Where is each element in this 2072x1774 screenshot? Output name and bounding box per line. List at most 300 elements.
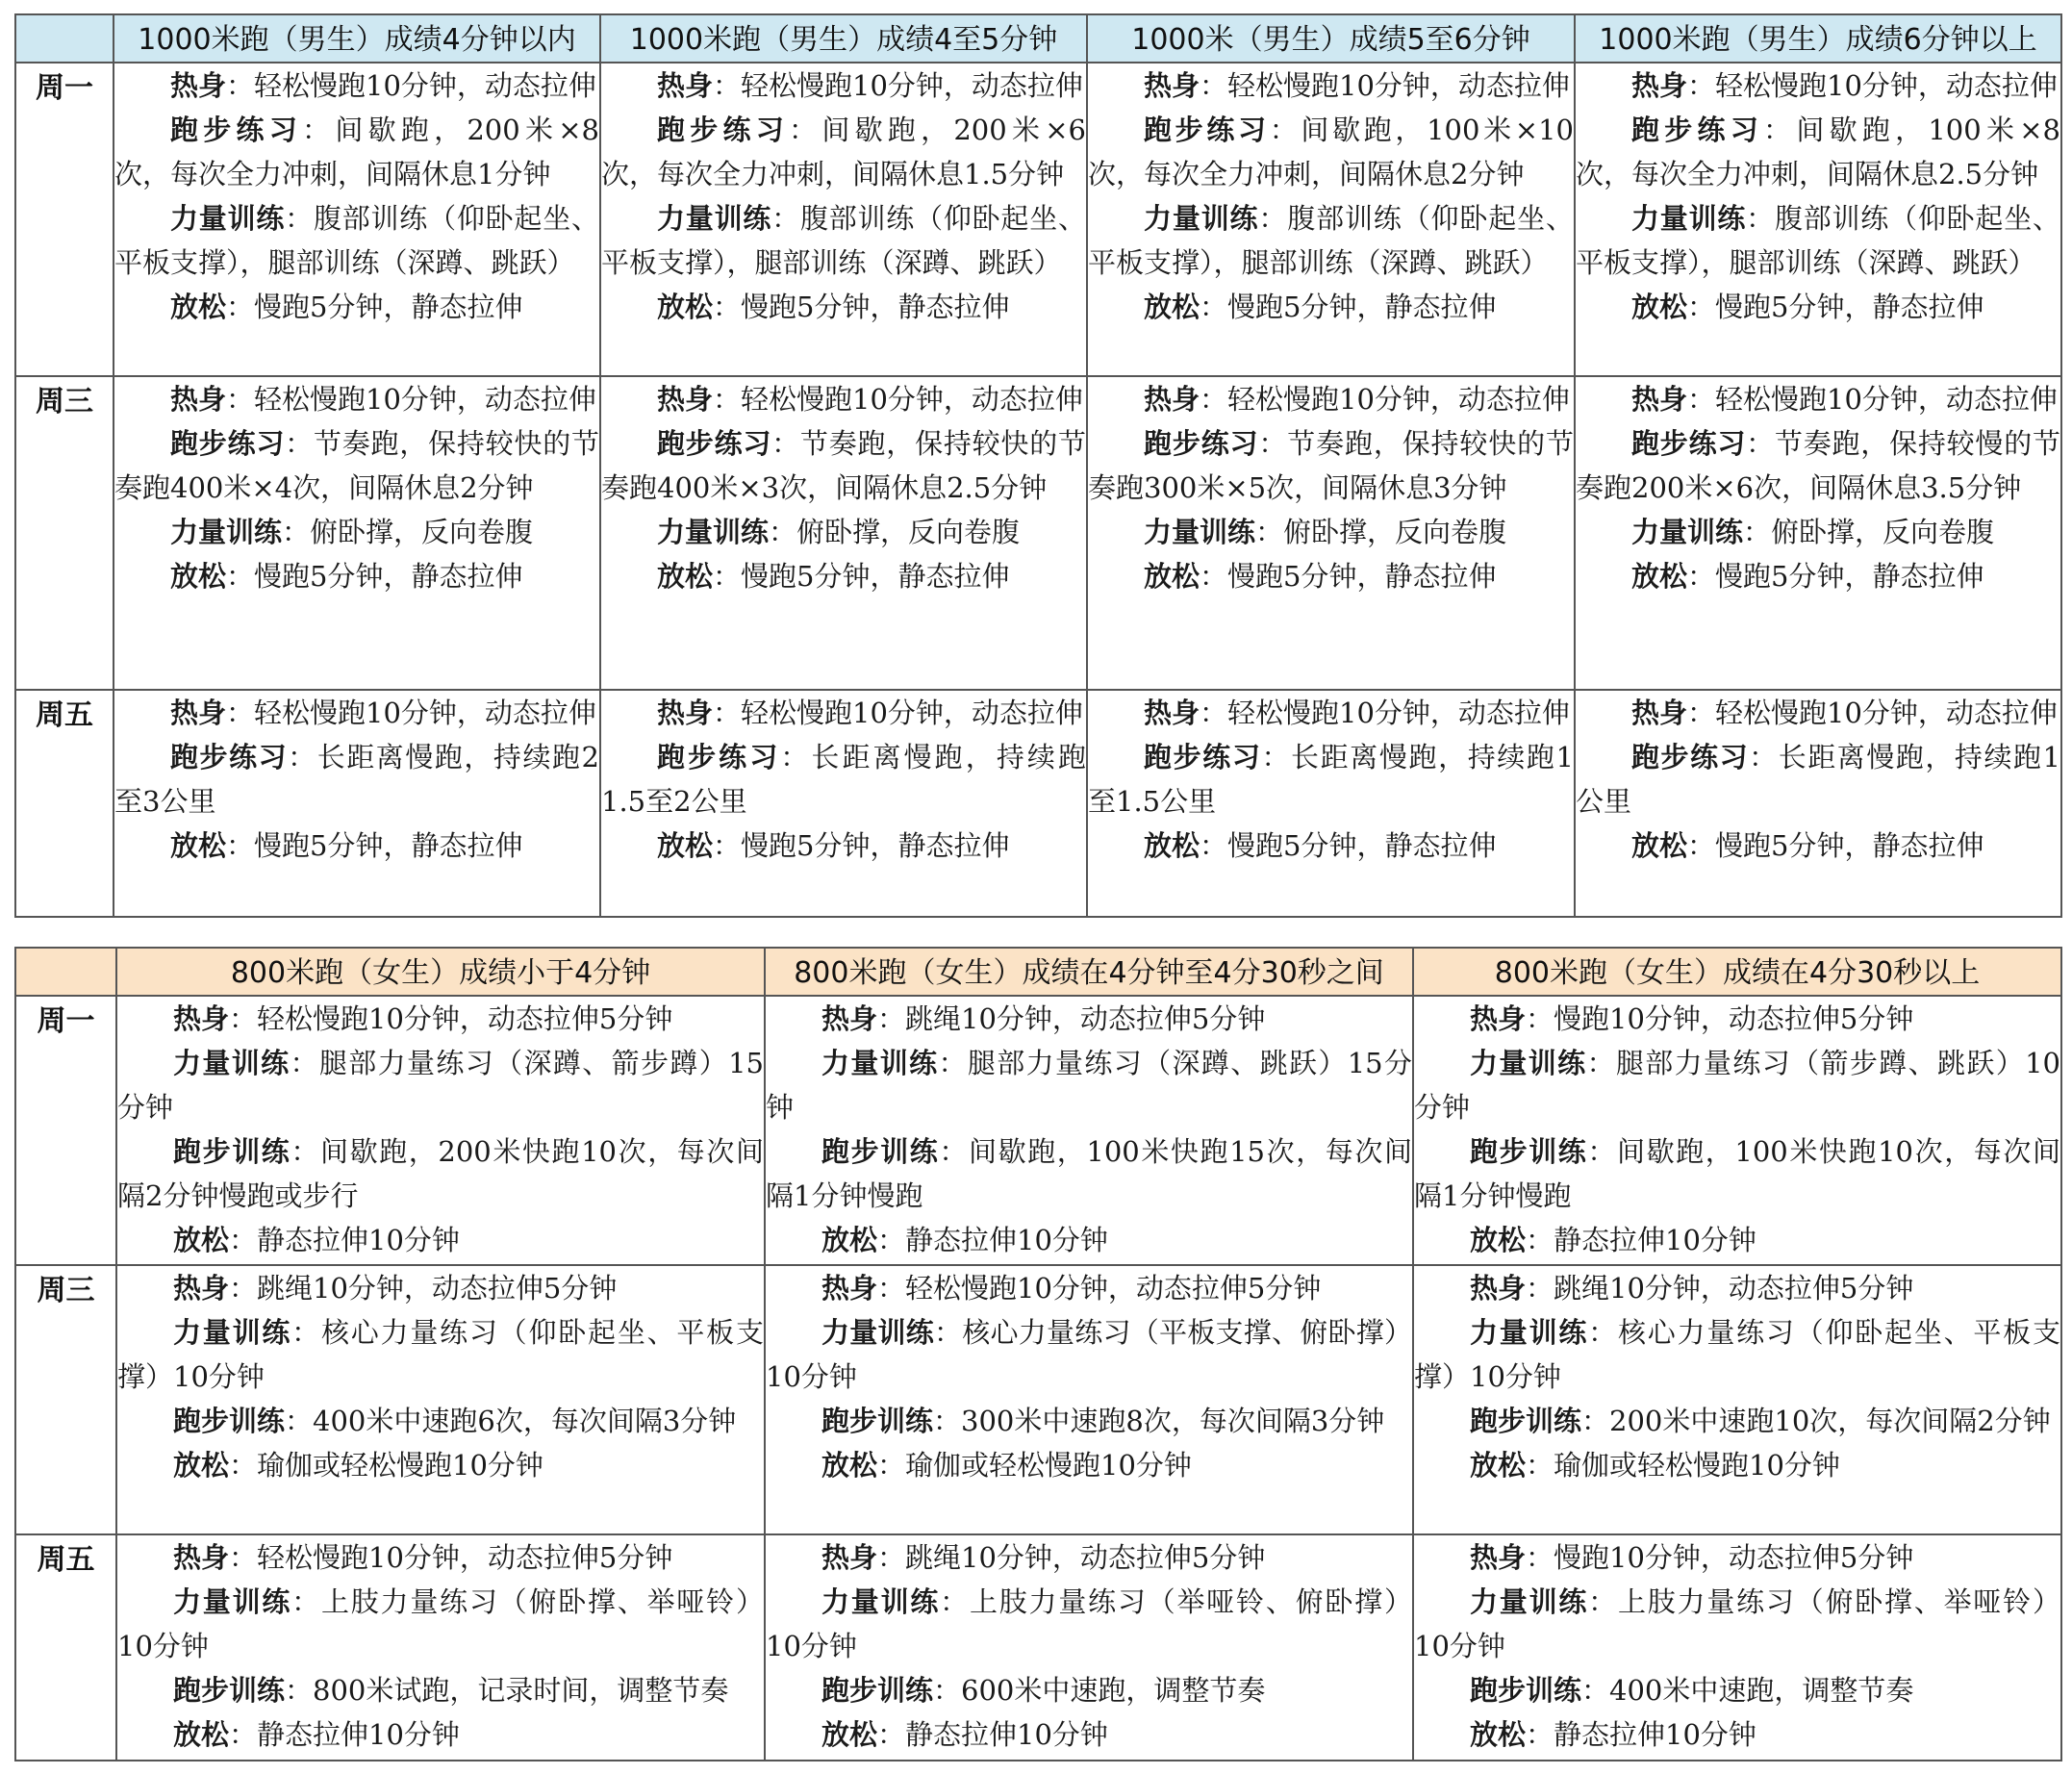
label-separator: ：	[1258, 427, 1288, 460]
label-separator: ：	[285, 1405, 314, 1437]
plan-item	[117, 1129, 764, 1218]
day-label: 周一	[15, 996, 116, 1265]
plan-item-label: 放松	[170, 829, 227, 862]
plan-item-label: 力量训练	[173, 1316, 292, 1349]
label-separator: ：	[285, 427, 314, 460]
plan-item	[114, 691, 599, 735]
plan-item-text: 慢跑10分钟，动态拉伸5分钟	[1554, 1541, 1914, 1574]
plan-item-text: 轻松慢跑10分钟，动态拉伸	[1227, 697, 1570, 729]
plan-item-label: 力量训练	[657, 516, 770, 548]
plan-item-text: 慢跑5分钟，静态拉伸	[741, 291, 1010, 323]
label-separator: ：	[713, 383, 742, 416]
label-separator: ：	[771, 202, 800, 235]
women-800m-training-table	[14, 947, 2062, 1761]
label-separator: ：	[302, 114, 336, 146]
plan-item-label: 跑步练习	[1631, 427, 1747, 460]
plan-item	[601, 554, 1086, 598]
plan-item-label: 热身	[1631, 383, 1688, 416]
label-separator: ：	[226, 560, 255, 593]
plan-cell	[114, 63, 600, 376]
plan-item	[1576, 691, 2060, 735]
plan-item-text: 腿部力量练习（箭步蹲、跳跃）10分钟	[1414, 1047, 2060, 1124]
label-separator: ：	[1526, 1002, 1554, 1035]
plan-item	[766, 1580, 1412, 1668]
plan-item	[1576, 421, 2060, 510]
plan-item-label: 热身	[657, 69, 714, 102]
label-separator: ：	[1687, 69, 1716, 102]
plan-item	[1576, 285, 2060, 329]
plan-item-label: 力量训练	[173, 1047, 291, 1079]
plan-item-label: 热身	[1144, 697, 1200, 729]
plan-item	[117, 1712, 764, 1757]
plan-item	[1088, 63, 1574, 108]
plan-cell	[600, 63, 1087, 376]
plan-item-label: 跑步练习	[1144, 427, 1259, 460]
column-header: 1000米跑（男生）成绩4分钟以内	[114, 14, 600, 63]
label-separator: ：	[713, 829, 742, 862]
plan-item-label: 放松	[1144, 291, 1200, 323]
label-separator: ：	[1581, 1405, 1610, 1437]
plan-item-label: 放松	[170, 291, 227, 323]
corner-cell	[15, 948, 116, 996]
plan-item-label: 跑步练习	[657, 114, 790, 146]
plan-item-label: 跑步练习	[1631, 114, 1764, 146]
plan-item-text: 长距离慢跑，持续跑2至3公里	[114, 741, 599, 818]
label-separator: ：	[285, 1674, 314, 1707]
day-label: 周三	[15, 1265, 116, 1534]
label-separator: ：	[1749, 741, 1779, 773]
plan-item-text: 静态拉伸10分钟	[1554, 1718, 1756, 1751]
plan-item-text: 慢跑10分钟，动态拉伸5分钟	[1554, 1002, 1914, 1035]
plan-item-text: 核心力量练习（仰卧起坐、平板支撑）10分钟	[117, 1316, 764, 1393]
label-separator: ：	[713, 560, 742, 593]
label-separator: ：	[1200, 291, 1228, 323]
plan-item	[114, 554, 599, 598]
plan-item	[117, 1443, 764, 1487]
plan-item-label: 热身	[821, 1002, 878, 1035]
label-separator: ：	[713, 69, 742, 102]
plan-item-label: 放松	[821, 1224, 878, 1256]
label-separator: ：	[877, 1541, 906, 1574]
plan-item-text: 瑜伽或轻松慢跑10分钟	[1554, 1449, 1840, 1482]
plan-item-label: 热身	[1631, 69, 1688, 102]
plan-item-text: 间歇跑，100米×10次，每次全力冲刺，间隔休息2分钟	[1088, 114, 1574, 190]
plan-item-text: 腹部训练（仰卧起坐、平板支撑），腿部训练（深蹲、跳跃）	[601, 202, 1086, 279]
label-separator: ：	[938, 1047, 968, 1079]
label-separator: ：	[226, 829, 255, 862]
plan-item-text: 静态拉伸10分钟	[1554, 1224, 1756, 1256]
plan-item	[601, 691, 1086, 735]
plan-item	[1414, 1712, 2060, 1757]
plan-item	[114, 285, 599, 329]
plan-item	[601, 285, 1086, 329]
plan-item	[766, 1668, 1412, 1712]
label-separator: ：	[291, 1135, 320, 1168]
plan-item-label: 跑步练习	[657, 427, 772, 460]
plan-cell	[116, 1265, 765, 1534]
plan-item	[1414, 1399, 2060, 1443]
plan-item-label: 力量训练	[1470, 1047, 1587, 1079]
plan-cell	[1413, 1265, 2061, 1534]
label-separator: ：	[229, 1272, 258, 1305]
label-separator: ：	[1200, 383, 1228, 416]
plan-item-label: 力量训练	[821, 1316, 934, 1349]
label-separator: ：	[1526, 1224, 1554, 1256]
column-header: 1000米跑（男生）成绩4至5分钟	[600, 14, 1087, 63]
plan-item	[1088, 377, 1574, 421]
label-separator: ：	[1687, 829, 1716, 862]
plan-item-text: 轻松慢跑10分钟，动态拉伸	[741, 69, 1083, 102]
plan-item-label: 跑步训练	[821, 1135, 940, 1168]
label-separator: ：	[1526, 1449, 1554, 1482]
plan-item-label: 跑步训练	[1470, 1135, 1588, 1168]
label-separator: ：	[789, 114, 822, 146]
plan-item-text: 核心力量练习（平板支撑、俯卧撑）10分钟	[766, 1316, 1412, 1393]
plan-item	[114, 421, 599, 510]
plan-cell	[1413, 1534, 2061, 1761]
plan-item-label: 放松	[173, 1718, 230, 1751]
plan-item-text: 400米中速跑，调整节奏	[1609, 1674, 1914, 1707]
plan-item	[1414, 1580, 2060, 1668]
plan-item-label: 热身	[170, 697, 227, 729]
plan-item-label: 力量训练	[1144, 202, 1259, 235]
plan-item-label: 放松	[1144, 829, 1200, 862]
label-separator: ：	[1269, 114, 1301, 146]
plan-item-text: 跳绳10分钟，动态拉伸5分钟	[257, 1272, 618, 1305]
plan-item	[1414, 1443, 2060, 1487]
plan-item-label: 力量训练	[1631, 202, 1747, 235]
plan-item-text: 俯卧撑，反向卷腹	[796, 516, 1021, 548]
label-separator: ：	[780, 741, 812, 773]
label-separator: ：	[933, 1405, 962, 1437]
plan-item-text: 慢跑5分钟，静态拉伸	[254, 291, 523, 323]
plan-item	[114, 196, 599, 285]
plan-item-text: 300米中速跑8次，每次间隔3分钟	[961, 1405, 1385, 1437]
plan-item	[766, 1443, 1412, 1487]
plan-item-text: 间歇跑，200米×8次，每次全力冲刺，间隔休息1分钟	[114, 114, 599, 190]
plan-item-label: 热身	[173, 1272, 230, 1305]
plan-item-text: 上肢力量练习（举哑铃、俯卧撑）10分钟	[766, 1585, 1412, 1662]
plan-item	[601, 377, 1086, 421]
plan-item	[114, 824, 599, 868]
label-separator: ：	[1200, 69, 1228, 102]
plan-item-label: 放松	[1631, 829, 1688, 862]
plan-item	[114, 108, 599, 196]
plan-item-text: 慢跑5分钟，静态拉伸	[1715, 829, 1984, 862]
plan-item	[1576, 196, 2060, 285]
plan-item-text: 跳绳10分钟，动态拉伸5分钟	[905, 1541, 1266, 1574]
label-separator: ：	[769, 516, 797, 548]
women-row-friday	[15, 1534, 2061, 1761]
label-separator: ：	[1687, 291, 1716, 323]
plan-item-label: 跑步练习	[1631, 741, 1750, 773]
plan-item	[601, 196, 1086, 285]
plan-item-text: 轻松慢跑10分钟，动态拉伸	[741, 697, 1083, 729]
label-separator: ：	[291, 1585, 321, 1618]
plan-cell	[600, 690, 1087, 917]
women-row-wednesday	[15, 1265, 2061, 1534]
label-separator: ：	[933, 1674, 962, 1707]
plan-item-label: 力量训练	[1144, 516, 1256, 548]
plan-item	[601, 63, 1086, 108]
plan-item-text: 慢跑5分钟，静态拉伸	[741, 829, 1010, 862]
plan-item	[601, 824, 1086, 868]
plan-item	[1088, 108, 1574, 196]
plan-item-text: 800米试跑，记录时间，调整节奏	[313, 1674, 729, 1707]
women-header-row	[15, 948, 2061, 996]
plan-cell	[1087, 63, 1575, 376]
plan-cell	[1087, 690, 1575, 917]
label-separator: ：	[288, 741, 317, 773]
label-separator: ：	[1746, 427, 1775, 460]
label-separator: ：	[1587, 1135, 1617, 1168]
plan-item-text: 静态拉伸10分钟	[905, 1224, 1108, 1256]
plan-item-text: 轻松慢跑10分钟，动态拉伸	[1715, 383, 2058, 416]
plan-item	[766, 1266, 1412, 1310]
plan-item-label: 跑步练习	[170, 427, 286, 460]
label-separator: ：	[1588, 1316, 1618, 1349]
plan-item-text: 俯卧撑，反向卷腹	[310, 516, 534, 548]
plan-item-text: 长距离慢跑，持续跑1.5至2公里	[601, 741, 1086, 818]
plan-cell	[1575, 690, 2061, 917]
plan-item-label: 热身	[173, 1002, 230, 1035]
plan-cell	[114, 690, 600, 917]
plan-item	[117, 1668, 764, 1712]
label-separator: ：	[291, 1316, 321, 1349]
plan-item	[1088, 824, 1574, 868]
label-separator: ：	[229, 1718, 258, 1751]
plan-item	[601, 510, 1086, 554]
plan-item-text: 瑜伽或轻松慢跑10分钟	[257, 1449, 543, 1482]
plan-item-label: 力量训练	[821, 1585, 941, 1618]
label-separator: ：	[229, 1002, 258, 1035]
plan-item	[1088, 285, 1574, 329]
label-separator: ：	[1687, 383, 1716, 416]
plan-item-label: 放松	[657, 560, 714, 593]
label-separator: ：	[1586, 1047, 1616, 1079]
plan-item	[1414, 1535, 2060, 1580]
plan-item-label: 跑步练习	[1144, 741, 1262, 773]
plan-item-label: 放松	[657, 829, 714, 862]
label-separator: ：	[1743, 516, 1772, 548]
plan-item-label: 热身	[170, 69, 227, 102]
plan-item	[114, 377, 599, 421]
label-separator: ：	[1763, 114, 1797, 146]
plan-item-label: 热身	[1631, 697, 1688, 729]
label-separator: ：	[877, 1718, 906, 1751]
plan-item-text: 静态拉伸10分钟	[257, 1718, 460, 1751]
label-separator: ：	[1581, 1674, 1610, 1707]
plan-item-text: 慢跑5分钟，静态拉伸	[1715, 560, 1984, 593]
plan-cell	[1575, 376, 2061, 690]
plan-item-label: 力量训练	[821, 1047, 939, 1079]
plan-item-text: 长距离慢跑，持续跑1至1.5公里	[1088, 741, 1574, 818]
plan-item-label: 热身	[1144, 383, 1200, 416]
corner-cell	[15, 14, 114, 63]
plan-item	[1576, 377, 2060, 421]
plan-item	[1414, 1310, 2060, 1399]
plan-item	[1576, 824, 2060, 868]
plan-item-label: 跑步练习	[1144, 114, 1270, 146]
plan-cell	[765, 996, 1413, 1265]
plan-item	[114, 735, 599, 824]
plan-item-text: 间歇跑，100米快跑10次，每次间隔1分钟慢跑	[1414, 1135, 2060, 1212]
plan-item-text: 长距离慢跑，持续跑1公里	[1576, 741, 2060, 818]
plan-item	[766, 1535, 1412, 1580]
plan-item-label: 跑步训练	[821, 1405, 934, 1437]
plan-item-text: 200米中速跑10次，每次间隔2分钟	[1609, 1405, 2051, 1437]
plan-item	[1414, 997, 2060, 1041]
plan-item-text: 轻松慢跑10分钟，动态拉伸	[254, 697, 596, 729]
plan-item	[1576, 510, 2060, 554]
plan-item-text: 600米中速跑，调整节奏	[961, 1674, 1266, 1707]
plan-item-text: 静态拉伸10分钟	[905, 1718, 1108, 1751]
label-separator: ：	[771, 427, 800, 460]
plan-item	[1576, 63, 2060, 108]
label-separator: ：	[1261, 741, 1292, 773]
plan-item-label: 放松	[821, 1718, 878, 1751]
plan-item-text: 腿部力量练习（深蹲、跳跃）15分钟	[766, 1047, 1412, 1124]
plan-item-text: 轻松慢跑10分钟，动态拉伸5分钟	[257, 1002, 673, 1035]
label-separator: ：	[934, 1316, 963, 1349]
plan-item-label: 放松	[173, 1224, 230, 1256]
plan-item-text: 间歇跑，100米快跑15次，每次间隔1分钟慢跑	[766, 1135, 1412, 1212]
plan-item-label: 跑步练习	[170, 114, 303, 146]
label-separator: ：	[1526, 1272, 1554, 1305]
plan-item-label: 力量训练	[173, 1585, 292, 1618]
men-header-row	[15, 14, 2061, 63]
plan-item	[114, 510, 599, 554]
plan-cell	[116, 1534, 765, 1761]
label-separator: ：	[877, 1002, 906, 1035]
label-separator: ：	[229, 1224, 258, 1256]
plan-cell	[600, 376, 1087, 690]
plan-item-text: 慢跑5分钟，静态拉伸	[1715, 291, 1984, 323]
label-separator: ：	[1200, 829, 1228, 862]
plan-item-label: 热身	[173, 1541, 230, 1574]
plan-item-label: 放松	[173, 1449, 230, 1482]
plan-item	[1576, 554, 2060, 598]
label-separator: ：	[940, 1585, 970, 1618]
plan-cell	[114, 376, 600, 690]
label-separator: ：	[282, 516, 311, 548]
plan-item-text: 节奏跑，保持较慢的节奏跑200米×6次，间隔休息3.5分钟	[1576, 427, 2060, 504]
plan-item-label: 跑步训练	[1470, 1674, 1582, 1707]
column-header: 800米跑（女生）成绩在4分30秒以上	[1413, 948, 2061, 996]
women-row-monday	[15, 996, 2061, 1265]
plan-item-text: 慢跑5分钟，静态拉伸	[254, 829, 523, 862]
plan-item	[766, 997, 1412, 1041]
plan-item	[1414, 1129, 2060, 1218]
plan-item	[1414, 1041, 2060, 1129]
plan-item	[1088, 554, 1574, 598]
label-separator: ：	[229, 1449, 258, 1482]
plan-item	[1088, 510, 1574, 554]
label-separator: ：	[226, 383, 255, 416]
plan-item-label: 跑步练习	[170, 741, 289, 773]
plan-item-label: 力量训练	[1470, 1585, 1589, 1618]
plan-item-label: 跑步练习	[657, 741, 781, 773]
column-header: 800米跑（女生）成绩小于4分钟	[116, 948, 765, 996]
plan-item	[117, 1535, 764, 1580]
plan-item	[1414, 1218, 2060, 1262]
plan-item-text: 瑜伽或轻松慢跑10分钟	[905, 1449, 1192, 1482]
plan-item-label: 热身	[821, 1541, 878, 1574]
label-separator: ：	[1526, 1541, 1554, 1574]
plan-item-label: 力量训练	[170, 516, 283, 548]
plan-item	[117, 1266, 764, 1310]
plan-item-label: 跑步训练	[821, 1674, 934, 1707]
plan-item-label: 热身	[821, 1272, 878, 1305]
plan-item-text: 慢跑5分钟，静态拉伸	[1227, 829, 1497, 862]
plan-item-label: 力量训练	[657, 202, 772, 235]
label-separator: ：	[226, 291, 255, 323]
plan-item-label: 跑步训练	[1470, 1405, 1582, 1437]
label-separator: ：	[713, 697, 742, 729]
plan-item	[117, 1580, 764, 1668]
men-row-monday	[15, 63, 2061, 376]
plan-item-label: 放松	[657, 291, 714, 323]
label-separator: ：	[285, 202, 314, 235]
plan-item-text: 上肢力量练习（俯卧撑、举哑铃）10分钟	[117, 1585, 764, 1662]
plan-item-label: 放松	[821, 1449, 878, 1482]
plan-item	[766, 1399, 1412, 1443]
plan-item-text: 轻松慢跑10分钟，动态拉伸	[741, 383, 1083, 416]
label-separator: ：	[1687, 697, 1716, 729]
plan-item	[117, 1041, 764, 1129]
plan-item-text: 慢跑5分钟，静态拉伸	[254, 560, 523, 593]
plan-item	[1576, 108, 2060, 196]
plan-item-text: 轻松慢跑10分钟，动态拉伸	[1227, 69, 1570, 102]
plan-item-label: 跑步训练	[173, 1135, 291, 1168]
label-separator: ：	[939, 1135, 969, 1168]
plan-item-text: 俯卧撑，反向卷腹	[1771, 516, 1995, 548]
plan-item	[601, 421, 1086, 510]
plan-item-text: 跳绳10分钟，动态拉伸5分钟	[905, 1002, 1266, 1035]
plan-item-text: 节奏跑，保持较快的节奏跑400米×3次，间隔休息2.5分钟	[601, 427, 1086, 504]
plan-item-label: 热身	[170, 383, 227, 416]
plan-item-label: 力量训练	[170, 202, 286, 235]
plan-item-text: 轻松慢跑10分钟，动态拉伸5分钟	[905, 1272, 1322, 1305]
label-separator: ：	[226, 69, 255, 102]
plan-item	[1414, 1668, 2060, 1712]
plan-item-label: 放松	[1470, 1224, 1527, 1256]
plan-item	[766, 1712, 1412, 1757]
plan-item-label: 放松	[1631, 291, 1688, 323]
plan-item-label: 跑步训练	[173, 1674, 286, 1707]
label-separator: ：	[1200, 560, 1228, 593]
label-separator: ：	[877, 1272, 906, 1305]
plan-item-label: 热身	[1470, 1002, 1527, 1035]
plan-item-label: 放松	[1144, 560, 1200, 593]
label-separator: ：	[229, 1541, 258, 1574]
label-separator: ：	[290, 1047, 319, 1079]
plan-item	[1088, 735, 1574, 824]
label-separator: ：	[1200, 697, 1228, 729]
plan-item-text: 间歇跑，100米×8次，每次全力冲刺，间隔休息2.5分钟	[1576, 114, 2060, 190]
plan-item-text: 慢跑5分钟，静态拉伸	[1227, 291, 1497, 323]
plan-item-text: 轻松慢跑10分钟，动态拉伸	[1227, 383, 1570, 416]
plan-item-label: 放松	[170, 560, 227, 593]
label-separator: ：	[713, 291, 742, 323]
plan-item-label: 热身	[1470, 1541, 1527, 1574]
plan-item-text: 跳绳10分钟，动态拉伸5分钟	[1554, 1272, 1914, 1305]
plan-item-text: 轻松慢跑10分钟，动态拉伸	[254, 69, 596, 102]
plan-item-text: 腿部力量练习（深蹲、箭步蹲）15分钟	[117, 1047, 764, 1124]
plan-item	[1088, 691, 1574, 735]
label-separator: ：	[1258, 202, 1288, 235]
plan-item-text: 节奏跑，保持较快的节奏跑300米×5次，间隔休息3分钟	[1088, 427, 1574, 504]
